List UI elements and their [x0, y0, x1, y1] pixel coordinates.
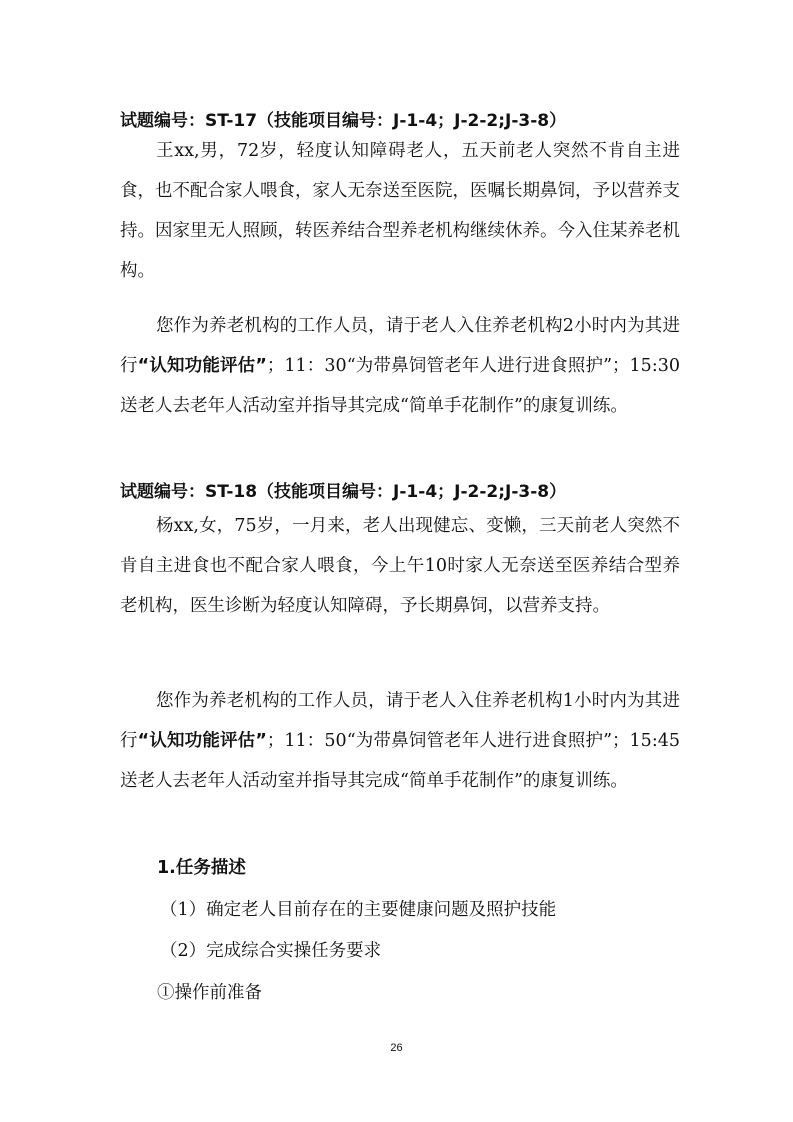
- task-item-1: （1）确定老人目前存在的主要健康问题及照护技能: [160, 900, 557, 920]
- section-title-task-description: 1.任务描述: [157, 858, 246, 878]
- case-description-st18: 杨xx,女，75岁，一月来，老人出现健忘、变懒，三天前老人突然不肯自主进食也不配合家人喂食，今上午10时家人无奈送至医养结合型养老机构，医生诊断为轻度认知障碍，予长期鼻饲，以营养支持。: [120, 516, 680, 616]
- task-paragraph-st17: [120, 306, 680, 426]
- task-text-st17-a: 您作为养老机构的工作人员，请于老人入住养老机构2小时内为其进行: [120, 316, 680, 376]
- task-text-st18-b: ；11：50“为带鼻饲管老年人进行进食照护”；15:45送老人去老年人活动室并指导其完成“简单手花制作”的康复训练。: [120, 731, 680, 791]
- case-description-st17: 王xx,男，72岁，轻度认知障碍老人，五天前老人突然不肯自主进食，也不配合家人喂食，家人无奈送至医院，医嘱长期鼻饲，予以营养支持。因家里无人照顾，转医养结合型养老机构继续休养。今入住某养老机构。: [120, 141, 680, 281]
- page-number: 26: [390, 1042, 403, 1054]
- task-text-st18-a: 您作为养老机构的工作人员，请于老人入住养老机构1小时内为其进行: [120, 691, 680, 751]
- question-heading-st18: 试题编号：ST-18（技能项目编号：J-1-4；J-2-2;J-3-8）: [120, 482, 567, 502]
- task-text-st17-b: ；11：30“为带鼻饲管老年人进行进食照护”；15:30送老人去老年人活动室并指导其完成“简单手花制作”的康复训练。: [120, 356, 680, 416]
- question-heading-st17: 试题编号：ST-17（技能项目编号：J-1-4；J-2-2;J-3-8）: [120, 111, 567, 131]
- task-paragraph-st18: [120, 681, 680, 801]
- task-bold-st17: “认知功能评估”: [137, 356, 267, 376]
- task-bold-st18: “认知功能评估”: [137, 731, 267, 751]
- task-item-2: （2）完成综合实操任务要求: [160, 941, 382, 961]
- task-item-3: ①操作前准备: [157, 983, 262, 1003]
